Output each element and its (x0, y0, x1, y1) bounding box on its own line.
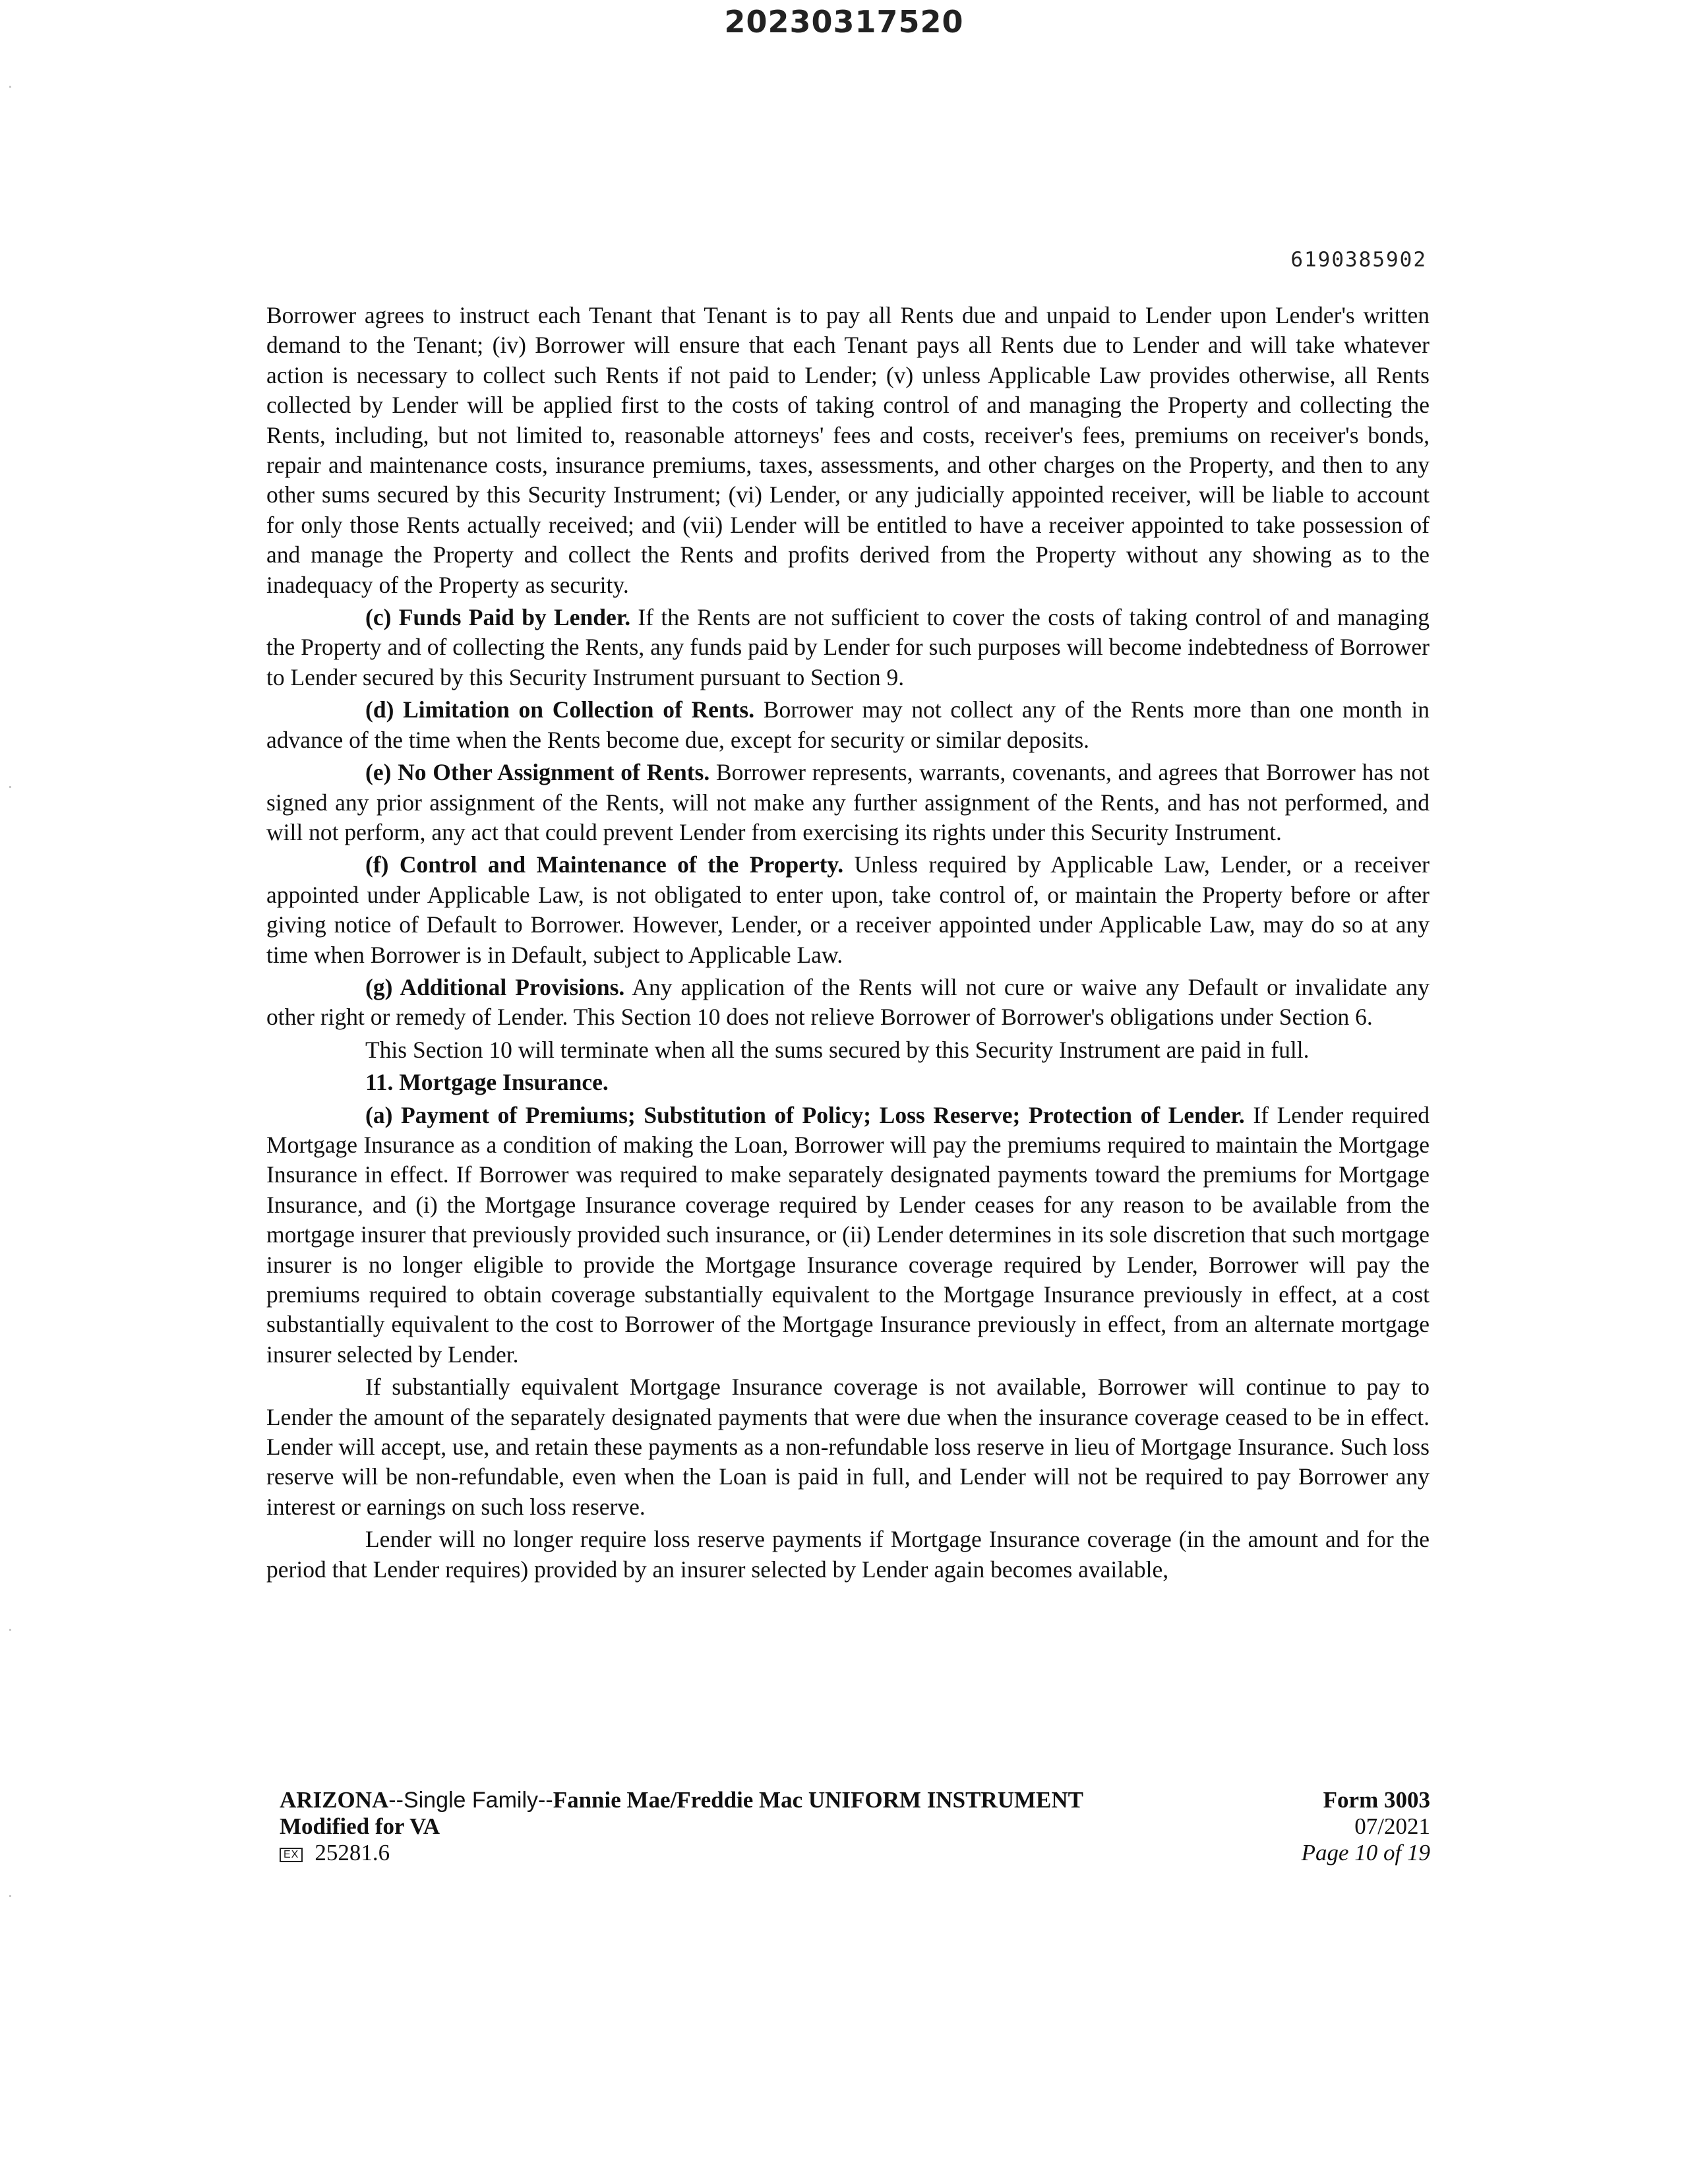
footer-separator: -- (388, 1788, 404, 1813)
section-10f-text: Unless required by Applicable Law, Lender, or a receiver appointed under Applicable Law, is not obligated to enter upon, take control of, or maintain the Property before or after giving notice of Default to Borrower. However, Lender, or a receiver appointed under Applicable Law, may do so at any time when Borrower is in Default, subject to Applicable Law. (266, 851, 1430, 968)
footer-left (280, 1787, 1083, 1866)
section-11a-text: If Lender required Mortgage Insurance as a condition of making the Loan, Borrower will pay the premiums required to maintain the Mortgage Insurance in effect. If Borrower was required to make separately designated payments toward the premiums for Mortgage Insurance, and (i) the Mortgage Insurance coverage required by Lender ceases for any reason to be available from the mortgage insurer that previously provided such insurance, or (ii) Lender determines in its sole discretion that such mortgage insurer is no longer eligible to provide the Mortgage Insurance coverage required by Lender, Borrower will pay the premiums required to obtain coverage substantially equivalent to the Mortgage Insurance previously in effect, at a cost substantially equivalent to the cost to Borrower of the Mortgage Insurance previously in effect, from an alternate mortgage insurer selected by Lender. (266, 1101, 1430, 1368)
section-10d (266, 695, 1430, 755)
rents-paragraph: Borrower agrees to instruct each Tenant that Tenant is to pay all Rents due and unpaid to Lender upon Lender's written demand to the Tenant; (iv) Borrower will ensure that each Tenant pays all Rents due to Lender and will take whatever action is necessary to collect such Rents if not paid to Lender; (v) unless Applicable Law provides otherwise, all Rents collected by Lender will be applied first to the costs of taking control of and managing the Property and collecting the Rents, including, but not limited to, reasonable attorneys' fees and costs, receiver's fees, premiums on receiver's bonds, repair and maintenance costs, insurance premiums, taxes, assessments, and other charges on the Property, and then to any other sums secured by this Security Instrument; (vi) Lender, or any judicially appointed receiver, will be liable to account for only those Rents actually received; and (vii) Lender will be entitled to have a receiver appointed to take possession of and manage the Property and collect the Rents and profits derived from the Property without any showing as to the inadequacy of the Property as security. (266, 302, 1430, 598)
loan-number: 6190385902 (1290, 248, 1427, 272)
footer-form-date: 07/2021 (1354, 1813, 1430, 1839)
section-10c (266, 603, 1430, 692)
section-10c-heading: (c) Funds Paid by Lender. (365, 604, 631, 631)
section-11-title: 11. Mortgage Insurance. (365, 1069, 609, 1096)
section-10-termination: This Section 10 will terminate when all the sums secured by this Security Instrument are paid in full. (365, 1036, 1310, 1063)
section-10e-text: Borrower represents, warrants, covenants, and agrees that Borrower has not signed any prior assignment of the Rents, will not make any further assignment of the Rents, and has not performed, and will not perform, any act that could prevent Lender from exercising its rights under this Security Instrument. (266, 759, 1430, 845)
section-10e (266, 758, 1430, 847)
loss-reserve-end-paragraph: Lender will no longer require loss reserve payments if Mortgage Insurance coverage (in the amount and for the period that Lender requires) provided by an insurer selected by Lender again becomes available, (266, 1526, 1430, 1583)
footer-right (1302, 1787, 1430, 1866)
footer-doc-code: 25281.6 (315, 1840, 390, 1866)
footer-doc-code-line (280, 1840, 1083, 1866)
section-10g-heading: (g) Additional Provisions. (365, 973, 625, 1000)
loss-reserve-paragraph: If substantially equivalent Mortgage Insurance coverage is not available, Borrower will continue to pay to Lender the amount of the separately designated payments that were due when the insurance coverage ceased to be in effect. Lender will accept, use, and retain these payments as a non-refundable loss reserve in lieu of Mortgage Insurance. Such loss reserve will be non-refundable, even when the Loan is paid in full, and Lender will not be required to pay Borrower any interest or earnings on such loss reserve. (266, 1374, 1430, 1520)
footer-form-number: Form 3003 (1323, 1787, 1430, 1813)
ex-logo-icon: EX (280, 1848, 303, 1862)
section-10f-heading: (f) Control and Maintenance of the Property. (365, 851, 844, 878)
section-10d-text: Borrower may not collect any of the Rents more than one month in advance of the time when the Rents become due, except for security or similar deposits. (266, 696, 1430, 753)
footer-instrument: Fannie Mae/Freddie Mac UNIFORM INSTRUMENT (553, 1787, 1083, 1813)
section-10g-text: Any application of the Rents will not cure or waive any Default or invalidate any other right or remedy of Lender. This Section 10 does not relieve Borrower of Borrower's obligations under Section 6. (266, 973, 1430, 1031)
footer-modified: Modified for VA (280, 1813, 440, 1839)
document-body (266, 301, 1430, 1587)
section-11a (266, 1101, 1430, 1370)
section-10g (266, 973, 1430, 1033)
section-10e-heading: (e) No Other Assignment of Rents. (365, 759, 710, 786)
section-10d-heading: (d) Limitation on Collection of Rents. (365, 696, 755, 723)
section-11a-heading: (a) Payment of Premiums; Substitution of Policy; Loss Reserve; Protection of Lender. (365, 1101, 1245, 1128)
margin-mark (9, 786, 11, 788)
margin-mark (9, 1895, 11, 1897)
footer-family: Single Family (403, 1788, 539, 1813)
footer-instrument-line (280, 1787, 1083, 1813)
footer-page-number: Page 10 of 19 (1301, 1840, 1430, 1866)
margin-mark (9, 1629, 11, 1631)
margin-mark (9, 86, 11, 88)
footer-separator: -- (538, 1788, 553, 1813)
section-11-heading (266, 1068, 1430, 1097)
recording-number: 20230317520 (724, 4, 964, 40)
section-10f (266, 850, 1430, 970)
footer-state: ARIZONA (280, 1787, 389, 1813)
section-10c-text: If the Rents are not sufficient to cover the costs of taking control of and managing the Property and of collecting the Rents, any funds paid by Lender for such purposes will become indebtedness of Borrower to Lender secured by this Security Instrument pursuant to Section 9. (266, 604, 1430, 690)
